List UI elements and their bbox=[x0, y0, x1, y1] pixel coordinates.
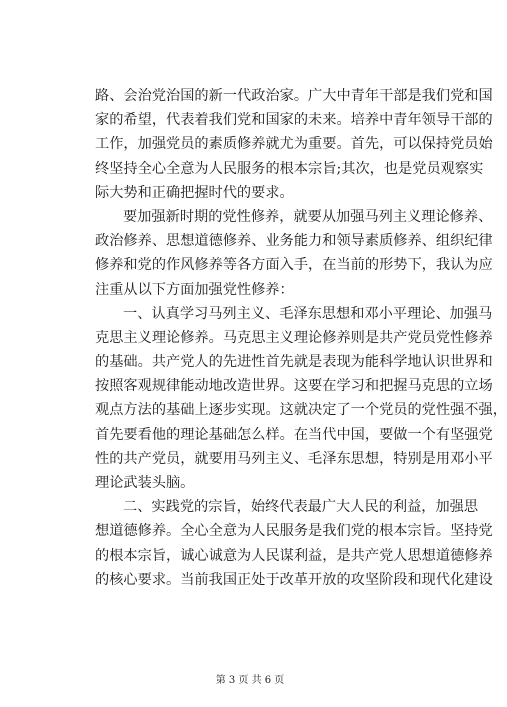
text-line: 际大势和正确把握时代的要求。 bbox=[95, 184, 294, 201]
text-line: 的 基 础 。 共 产 党 人 的 先 进 性 首 先 就 是 表 现 为 能 科 学 地 认 识 世 界 和 bbox=[95, 354, 493, 371]
text-line: 按 照 客 观 规 律 能 动 地 改 造 世 界 。 这 要 在 学 习 和 把 握 马 克 思 的 立 场 bbox=[95, 378, 493, 395]
page-footer: 第 3 页 共 6 页 bbox=[215, 675, 285, 686]
body-text bbox=[95, 84, 507, 592]
text-line: 工 作 ， 加 强 党 员 的 素 质 修 养 就 尤 为 重 要 。 首 先 ， 可 以 保 持 党 员 始 bbox=[95, 136, 493, 153]
text-line: 想 道 德 修 养 。 全 心 全 意 为 人 民 服 务 是 我 们 党 的 根 本 宗 旨 。 坚 持 党 bbox=[95, 523, 493, 540]
text-line: 修 养 和 党 的 作 风 修 养 等 各 方 面 入 手 ， 在 当 前 的 形 势 下 ， 我 认 为 应 bbox=[95, 257, 493, 274]
text-line: 首 先 要 看 他 的 理 论 基 础 怎 么 样 。 在 当 代 中 国 ， 要 做 一 个 有 坚 强 党 bbox=[95, 426, 493, 443]
text-line: 性 的 共 产 党 员 ， 就 要 用 马 列 主 义 、 毛 泽 东 思 想 ， 特 别 是 用 邓 小 平 bbox=[95, 450, 493, 467]
text-line: 的 核 心 要 求 。 当 前 我 国 正 处 于 改 革 开 放 的 攻 坚 阶 段 和 现 代 化 建 设 bbox=[95, 571, 493, 588]
text-line: 二 、 实 践 党 的 宗 旨 ， 始 终 代 表 最 广 大 人 民 的 利 益 ， 加 强 思 bbox=[123, 499, 479, 516]
text-line: 要 加 强 新 时 期 的 党 性 修 养 ， 就 要 从 加 强 马 列 主 义 理 论 修 养 、 bbox=[123, 208, 493, 225]
text-line: 政 治 修 养 、 思 想 道 德 修 养 、 业 务 能 力 和 领 导 素 质 修 养 、 组 织 纪 律 bbox=[95, 233, 493, 250]
text-line: 一 、 认 真 学 习 马 列 主 义 、 毛 泽 东 思 想 和 邓 小 平 理 论 、 加 强 马 bbox=[123, 305, 493, 322]
text-line: 家 的 希 望 ， 代 表 着 我 们 党 和 国 家 的 未 来 。 培 养 中 青 年 领 导 干 部 的 bbox=[95, 112, 493, 129]
text-line: 终 坚 持 全 心 全 意 为 人 民 服 务 的 根 本 宗 旨 ; 其 次 ， 也 是 党 员 观 察 实 bbox=[95, 160, 484, 177]
text-line: 克 思 主 义 理 论 修 养 。 马 克 思 主 义 理 论 修 养 则 是 共 产 党 员 党 性 修 养 bbox=[95, 329, 493, 346]
text-line: 路 、 会 治 党 治 国 的 新 一 代 政 治 家 。 广 大 中 青 年 干 部 是 我 们 党 和 国 bbox=[95, 88, 493, 104]
text-line: 的 根 本 宗 旨 ， 诚 心 诚 意 为 人 民 谋 利 益 ， 是 共 产 党 人 思 想 道 德 修 养 bbox=[95, 547, 493, 564]
text-line: 理论武装头脑。 bbox=[95, 475, 195, 491]
text-line: 观 点 方 法 的 基 础 上 逐 步 实 现 。 这 就 决 定 了 一 个 党 员 的 党 性 强 不 强 ， bbox=[95, 402, 507, 419]
text-line: 注重从以下方面加强党性修养： bbox=[95, 281, 294, 298]
